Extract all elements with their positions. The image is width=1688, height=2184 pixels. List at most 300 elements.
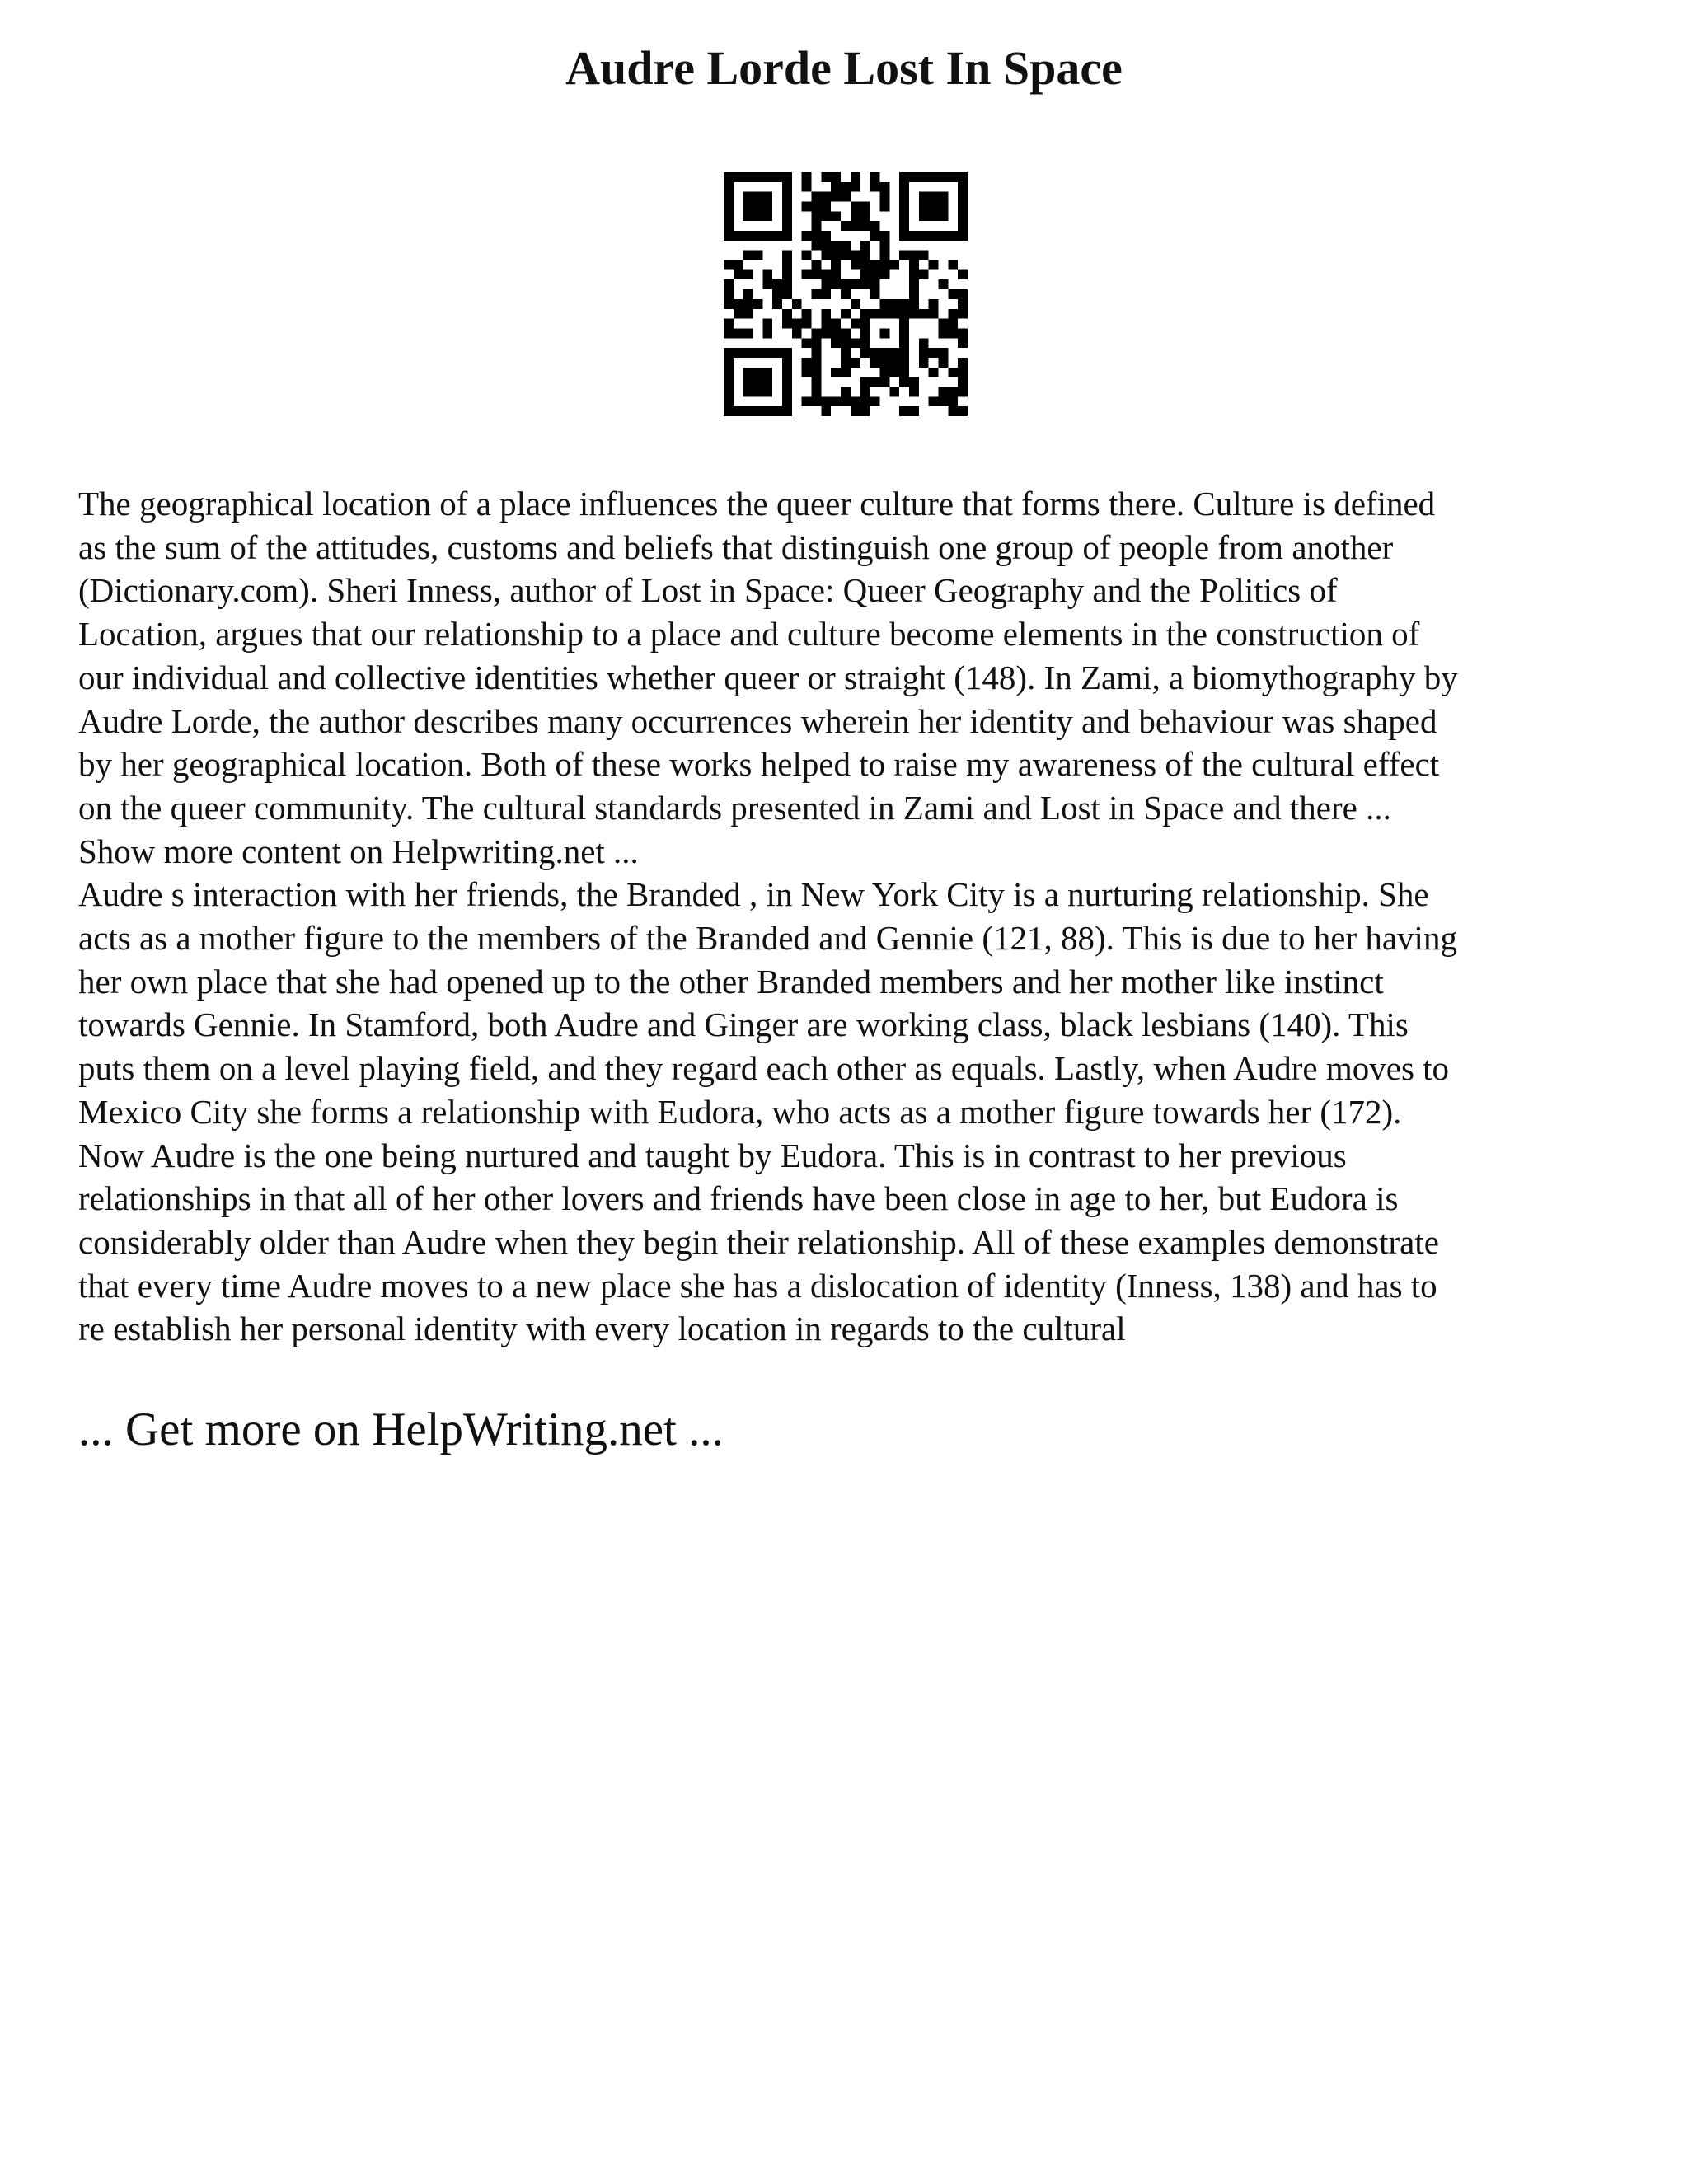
qr-module xyxy=(948,172,958,182)
qr-module xyxy=(802,202,812,212)
qr-module xyxy=(831,328,841,338)
qr-module xyxy=(958,299,968,309)
qr-module xyxy=(743,211,753,221)
qr-module xyxy=(812,269,822,279)
qr-module xyxy=(831,241,841,251)
qr-module xyxy=(821,202,831,212)
qr-module xyxy=(782,387,792,396)
qr-module xyxy=(870,348,880,358)
qr-module xyxy=(841,309,851,319)
qr-module xyxy=(841,396,851,406)
qr-module xyxy=(753,202,763,212)
qr-module xyxy=(919,211,929,221)
qr-module xyxy=(753,231,763,241)
qr-module xyxy=(821,319,831,329)
qr-module xyxy=(929,309,939,319)
qr-module xyxy=(948,387,958,396)
qr-module xyxy=(724,396,734,406)
qr-module xyxy=(851,211,860,221)
qr-module xyxy=(821,241,831,251)
qr-module xyxy=(929,231,939,241)
qr-module xyxy=(899,221,909,231)
qr-module xyxy=(879,377,889,387)
qr-module xyxy=(734,231,743,241)
qr-module xyxy=(919,202,929,212)
qr-module xyxy=(821,279,831,289)
qr-module xyxy=(762,192,772,202)
qr-module xyxy=(724,406,734,416)
qr-module xyxy=(899,211,909,221)
qr-module xyxy=(812,202,822,212)
qr-module xyxy=(724,377,734,387)
qr-module xyxy=(724,328,734,338)
qr-module xyxy=(919,231,929,241)
qr-module xyxy=(889,368,899,377)
qr-module xyxy=(899,182,909,192)
qr-module xyxy=(909,299,919,309)
qr-module xyxy=(860,348,870,358)
qr-module xyxy=(938,231,948,241)
qr-module xyxy=(899,251,909,260)
qr-module xyxy=(948,309,958,319)
qr-module xyxy=(724,192,734,202)
qr-module xyxy=(753,251,763,260)
qr-module xyxy=(802,338,812,348)
qr-module xyxy=(929,396,939,406)
qr-module xyxy=(860,211,870,221)
qr-module xyxy=(860,221,870,231)
qr-module xyxy=(831,319,841,329)
qr-module xyxy=(812,289,822,299)
qr-module xyxy=(812,221,822,231)
qr-module xyxy=(772,348,782,358)
qr-module xyxy=(812,377,822,387)
qr-module xyxy=(762,319,772,329)
qr-module xyxy=(724,299,734,309)
qr-module xyxy=(743,231,753,241)
qr-module xyxy=(782,289,792,299)
qr-module xyxy=(929,368,939,377)
qr-module xyxy=(909,377,919,387)
qr-module xyxy=(812,328,822,338)
qr-module xyxy=(762,387,772,396)
qr-module xyxy=(929,172,939,182)
qr-module xyxy=(948,368,958,377)
qr-module xyxy=(948,396,958,406)
qr-module xyxy=(841,387,851,396)
qr-module xyxy=(802,251,812,260)
qr-module xyxy=(782,358,792,368)
qr-module xyxy=(724,211,734,221)
qr-module xyxy=(812,348,822,358)
qr-module xyxy=(860,319,870,329)
qr-module xyxy=(782,182,792,192)
qr-module xyxy=(909,406,919,416)
qr-module xyxy=(753,211,763,221)
qr-module xyxy=(909,309,919,319)
qr-module xyxy=(909,269,919,279)
qr-module xyxy=(860,279,870,289)
qr-module xyxy=(851,338,860,348)
qr-module xyxy=(812,260,822,270)
qr-module xyxy=(762,202,772,212)
qr-module xyxy=(929,211,939,221)
qr-module xyxy=(821,211,831,221)
qr-module xyxy=(743,309,753,319)
qr-module xyxy=(870,172,880,182)
qr-module xyxy=(860,396,870,406)
qr-module xyxy=(958,328,968,338)
qr-module xyxy=(743,269,753,279)
qr-module xyxy=(802,269,812,279)
qr-module xyxy=(851,182,860,192)
paragraph-body: Audre s interaction with her friends, the Branded , in New York City is a nurturing relationship. She acts as a mother figure to the members of the Branded and Gennie (121, 88). This is due to her having her own place that she had opened up to the other Branded members and her mother like instinct towards Gennie. In Stamford, both Audre and Ginger are working class, black lesbians (140). This puts them on a level playing field, and they regard each other as equals. Lastly, when Audre moves to Mexico City she forms a relationship with Eudora, who acts as a mother figure towards her (172). Now Audre is the one being nurtured and taught by Eudora. This is in contrast to her previous relationships in that all of her other lovers and friends have been close in age to her, but Eudora is considerably older than Audre when they begin their relationship. All of these examples demonstrate that every time Audre moves to a new place she has a dislocation of identity (Inness, 138) and has to re establish her personal identity with every location in regards to the cultural xyxy=(78,875,1457,1348)
qr-module xyxy=(734,299,743,309)
qr-module xyxy=(762,368,772,377)
qr-module xyxy=(919,338,929,348)
qr-module xyxy=(909,279,919,289)
qr-module xyxy=(909,231,919,241)
qr-module xyxy=(879,368,889,377)
qr-module xyxy=(958,192,968,202)
qr-module xyxy=(782,192,792,202)
qr-module xyxy=(899,358,909,368)
qr-code-graphic xyxy=(724,172,968,416)
qr-module xyxy=(870,377,880,387)
qr-module xyxy=(958,172,968,182)
qr-module xyxy=(958,202,968,212)
qr-module xyxy=(724,279,734,289)
qr-module xyxy=(919,251,929,260)
qr-module xyxy=(851,202,860,212)
qr-module xyxy=(870,289,880,299)
qr-module xyxy=(724,202,734,212)
qr-module xyxy=(919,358,929,368)
qr-module xyxy=(724,368,734,377)
qr-module xyxy=(762,377,772,387)
qr-module xyxy=(782,319,792,329)
qr-module xyxy=(958,182,968,192)
qr-module xyxy=(899,172,909,182)
qr-module xyxy=(938,328,948,338)
qr-module xyxy=(860,269,870,279)
qr-module xyxy=(812,396,822,406)
qr-module xyxy=(929,299,939,309)
qr-module xyxy=(724,182,734,192)
qr-module xyxy=(782,368,792,377)
qr-module xyxy=(762,269,772,279)
qr-module xyxy=(879,299,889,309)
qr-module xyxy=(958,211,968,221)
qr-module xyxy=(753,377,763,387)
qr-module xyxy=(851,396,860,406)
qr-module xyxy=(899,231,909,241)
qr-module xyxy=(958,269,968,279)
qr-module xyxy=(889,299,899,309)
qr-module xyxy=(743,202,753,212)
qr-module xyxy=(958,289,968,299)
qr-module xyxy=(772,406,782,416)
qr-module xyxy=(831,260,841,270)
qr-module xyxy=(831,192,841,202)
qr-module xyxy=(899,192,909,202)
qr-module xyxy=(860,202,870,212)
qr-module xyxy=(851,299,860,309)
qr-module xyxy=(802,358,812,368)
article-body xyxy=(78,482,1644,1351)
qr-module xyxy=(841,279,851,289)
qr-module xyxy=(870,182,880,192)
qr-module xyxy=(938,348,948,358)
qr-module xyxy=(812,338,822,348)
qr-module xyxy=(762,231,772,241)
qr-module xyxy=(841,221,851,231)
qr-module xyxy=(802,172,812,182)
qr-module xyxy=(860,328,870,338)
qr-module xyxy=(772,172,782,182)
qr-module xyxy=(879,251,889,260)
qr-module xyxy=(958,358,968,368)
qr-module xyxy=(821,328,831,338)
qr-module xyxy=(753,172,763,182)
qr-module xyxy=(879,358,889,368)
qr-module xyxy=(948,328,958,338)
qr-module xyxy=(889,260,899,270)
get-more-link[interactable]: ... Get more on HelpWriting.net ... xyxy=(78,1404,724,1455)
qr-module xyxy=(841,289,851,299)
qr-module xyxy=(899,348,909,358)
qr-module xyxy=(870,231,880,241)
qr-module xyxy=(851,358,860,368)
qr-module xyxy=(909,172,919,182)
qr-module xyxy=(851,260,860,270)
qr-module xyxy=(879,182,889,192)
qr-module xyxy=(899,328,909,338)
qr-module xyxy=(743,387,753,396)
qr-module xyxy=(812,358,822,368)
qr-module xyxy=(909,260,919,270)
qr-module xyxy=(762,348,772,358)
qr-module xyxy=(958,406,968,416)
qr-module xyxy=(734,406,743,416)
qr-module xyxy=(938,192,948,202)
qr-module xyxy=(831,279,841,289)
qr-module xyxy=(812,231,822,241)
qr-module xyxy=(724,348,734,358)
qr-module xyxy=(909,289,919,299)
qr-module xyxy=(821,172,831,182)
qr-module xyxy=(958,368,968,377)
qr-module xyxy=(860,377,870,387)
qr-module xyxy=(851,251,860,260)
qr-module xyxy=(734,269,743,279)
qr-module xyxy=(879,328,889,338)
qr-module xyxy=(724,358,734,368)
qr-module xyxy=(762,328,772,338)
qr-module xyxy=(782,309,792,319)
qr-module xyxy=(743,172,753,182)
qr-module xyxy=(879,241,889,251)
qr-module xyxy=(958,377,968,387)
qr-module xyxy=(948,260,958,270)
qr-module xyxy=(734,172,743,182)
qr-module xyxy=(782,279,792,289)
qr-module xyxy=(899,368,909,377)
qr-module xyxy=(812,192,822,202)
qr-module xyxy=(938,211,948,221)
qr-module xyxy=(821,251,831,260)
qr-module xyxy=(860,251,870,260)
qr-module xyxy=(851,172,860,182)
qr-module xyxy=(938,319,948,329)
qr-module xyxy=(851,221,860,231)
qr-module xyxy=(831,368,841,377)
qr-module xyxy=(870,260,880,270)
qr-module xyxy=(879,348,889,358)
qr-module xyxy=(831,251,841,260)
qr-module xyxy=(841,368,851,377)
qr-module xyxy=(841,241,851,251)
qr-module xyxy=(860,338,870,348)
qr-module xyxy=(948,406,958,416)
qr-module xyxy=(792,328,802,338)
qr-module xyxy=(899,338,909,348)
qr-module xyxy=(870,309,880,319)
qr-module xyxy=(821,396,831,406)
qr-module xyxy=(724,221,734,231)
qr-module xyxy=(879,202,889,212)
qr-module xyxy=(772,231,782,241)
qr-module xyxy=(841,251,851,260)
qr-module xyxy=(821,269,831,279)
qr-module xyxy=(821,231,831,241)
qr-module xyxy=(831,396,841,406)
qr-module xyxy=(919,172,929,182)
qr-module xyxy=(782,202,792,212)
qr-module xyxy=(753,387,763,396)
qr-module xyxy=(812,387,822,396)
qr-module xyxy=(831,182,841,192)
qr-module xyxy=(841,182,851,192)
qr-module xyxy=(899,377,909,387)
qr-module xyxy=(851,279,860,289)
qr-module xyxy=(919,348,929,358)
qr-module xyxy=(879,260,889,270)
qr-module xyxy=(724,387,734,396)
qr-module xyxy=(870,396,880,406)
qr-module xyxy=(724,172,734,182)
qr-module xyxy=(753,299,763,309)
qr-module xyxy=(860,241,870,251)
qr-module xyxy=(841,358,851,368)
qr-module xyxy=(743,192,753,202)
qr-module xyxy=(929,260,939,270)
qr-module xyxy=(762,279,772,289)
qr-module xyxy=(929,192,939,202)
qr-module xyxy=(812,241,822,251)
qr-module xyxy=(802,396,812,406)
qr-module xyxy=(762,172,772,182)
qr-module xyxy=(821,406,831,416)
qr-module xyxy=(938,387,948,396)
qr-module xyxy=(782,172,792,182)
document-title: Audre Lorde Lost In Space xyxy=(565,41,1123,95)
qr-module xyxy=(743,377,753,387)
qr-module xyxy=(948,319,958,329)
qr-module xyxy=(743,289,753,299)
qr-code-image[interactable] xyxy=(724,172,968,416)
qr-module xyxy=(734,328,743,338)
qr-module xyxy=(831,269,841,279)
qr-module xyxy=(782,251,792,260)
qr-module xyxy=(919,269,929,279)
qr-module xyxy=(802,231,812,241)
qr-module xyxy=(743,251,753,260)
qr-module xyxy=(782,211,792,221)
qr-module xyxy=(782,260,792,270)
qr-module xyxy=(879,231,889,241)
qr-module xyxy=(938,358,948,368)
qr-module xyxy=(909,251,919,260)
qr-module xyxy=(958,309,968,319)
qr-module xyxy=(802,309,812,319)
qr-module xyxy=(831,338,841,348)
qr-module xyxy=(879,269,889,279)
qr-module xyxy=(743,328,753,338)
qr-module xyxy=(753,192,763,202)
qr-module xyxy=(870,279,880,289)
qr-module xyxy=(753,406,763,416)
qr-module xyxy=(831,211,841,221)
qr-module xyxy=(958,221,968,231)
qr-module xyxy=(831,172,841,182)
qr-module xyxy=(753,368,763,377)
qr-module xyxy=(851,406,860,416)
qr-module xyxy=(802,319,812,329)
qr-module xyxy=(899,309,909,319)
qr-module xyxy=(812,368,822,377)
qr-module xyxy=(938,279,948,289)
qr-module xyxy=(782,221,792,231)
qr-module xyxy=(782,377,792,387)
qr-module xyxy=(782,348,792,358)
qr-module xyxy=(821,309,831,319)
qr-module xyxy=(899,319,909,329)
qr-module xyxy=(938,396,948,406)
qr-module xyxy=(782,269,792,279)
qr-module xyxy=(938,172,948,182)
qr-module xyxy=(841,348,851,358)
qr-module xyxy=(724,319,734,329)
qr-module xyxy=(792,299,802,309)
qr-module xyxy=(724,289,734,299)
qr-module xyxy=(909,387,919,396)
qr-module xyxy=(870,221,880,231)
qr-module xyxy=(958,231,968,241)
qr-module xyxy=(821,289,831,299)
qr-module xyxy=(919,192,929,202)
qr-module xyxy=(879,309,889,319)
show-more-link[interactable]: Show more content on Helpwriting.net ... xyxy=(78,832,639,870)
qr-module xyxy=(734,309,743,319)
qr-module xyxy=(860,406,870,416)
qr-module xyxy=(782,396,792,406)
qr-module xyxy=(772,289,782,299)
qr-module xyxy=(743,368,753,377)
qr-module xyxy=(870,269,880,279)
qr-module xyxy=(734,260,743,270)
qr-module xyxy=(889,309,899,319)
